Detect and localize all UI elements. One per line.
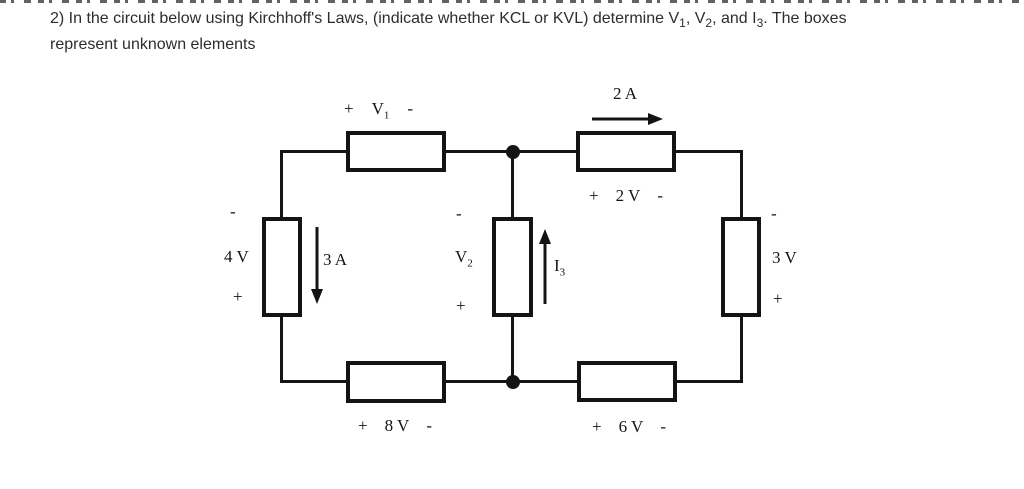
label-8v-polarity	[358, 417, 432, 434]
wire-top-right-horizontal	[673, 150, 743, 153]
label-current-2a: 2 A	[613, 84, 638, 103]
unknown-element-box-6v	[577, 361, 677, 402]
v1-minus-sign: -	[407, 99, 414, 118]
problem-line-2: represent unknown elements	[50, 36, 256, 53]
unknown-element-box-v2	[492, 217, 533, 317]
label-voltage-4v: 4 V	[224, 247, 249, 266]
wire-bottom-right-horizontal	[675, 380, 743, 383]
wire-right-vertical-upper	[740, 150, 743, 220]
v1-plus-sign: +	[344, 99, 354, 118]
wire-left-vertical-upper	[280, 150, 283, 220]
6v-plus-sign: +	[592, 417, 602, 436]
label-6v-polarity	[592, 418, 666, 435]
wire-middle-vertical-lower	[511, 314, 514, 383]
label-v2-symbol: $V_2$	[455, 247, 473, 270]
unknown-element-box-3v	[721, 217, 761, 317]
label-i3-symbol: $I_3$	[554, 256, 566, 279]
2v-minus-sign: -	[657, 186, 663, 205]
label-voltage-3v: 3 V	[772, 248, 797, 267]
junction-node-top	[506, 145, 520, 159]
2v-value: 2 V	[615, 186, 641, 205]
unknown-element-box-4v	[262, 217, 302, 317]
junction-node-bottom	[506, 375, 520, 389]
unknown-element-box-8v	[346, 361, 446, 403]
wire-bottom-left-horizontal	[280, 380, 349, 383]
8v-plus-sign: +	[358, 416, 368, 435]
unknown-element-box-2v	[576, 131, 676, 172]
label-current-3a: 3 A	[323, 250, 348, 269]
8v-value: 8 V	[384, 416, 410, 435]
current-arrow-up-icon	[537, 229, 553, 310]
3v-plus-sign: +	[773, 289, 783, 308]
4v-minus-sign: -	[230, 202, 236, 221]
label-2v-polarity	[589, 187, 663, 204]
v2-plus-sign: +	[456, 296, 466, 315]
wire-right-vertical-lower	[740, 314, 743, 383]
v1-symbol: $V_1$	[371, 99, 390, 122]
4v-plus-sign: +	[233, 287, 243, 306]
8v-minus-sign: -	[426, 416, 432, 435]
problem-statement	[50, 6, 970, 58]
6v-minus-sign: -	[660, 417, 666, 436]
v2-minus-sign: -	[456, 204, 462, 223]
3v-minus-sign: -	[771, 204, 777, 223]
6v-value: 6 V	[618, 417, 644, 436]
clipped-text-artifact	[0, 0, 1024, 3]
label-v1-polarity	[344, 99, 414, 122]
wire-middle-vertical-upper	[511, 150, 514, 220]
wire-left-vertical-lower	[280, 314, 283, 383]
2v-plus-sign: +	[589, 186, 599, 205]
problem-line-1: 2) In the circuit below using Kirchhoff's Laws, (indicate whether KCL or KVL) determine $V_1$, $V_2$, and $I_3$. The boxes	[50, 10, 847, 31]
unknown-element-box-v1	[346, 131, 446, 172]
current-arrow-right-icon	[592, 111, 664, 132]
wire-top-left-horizontal	[280, 150, 349, 153]
